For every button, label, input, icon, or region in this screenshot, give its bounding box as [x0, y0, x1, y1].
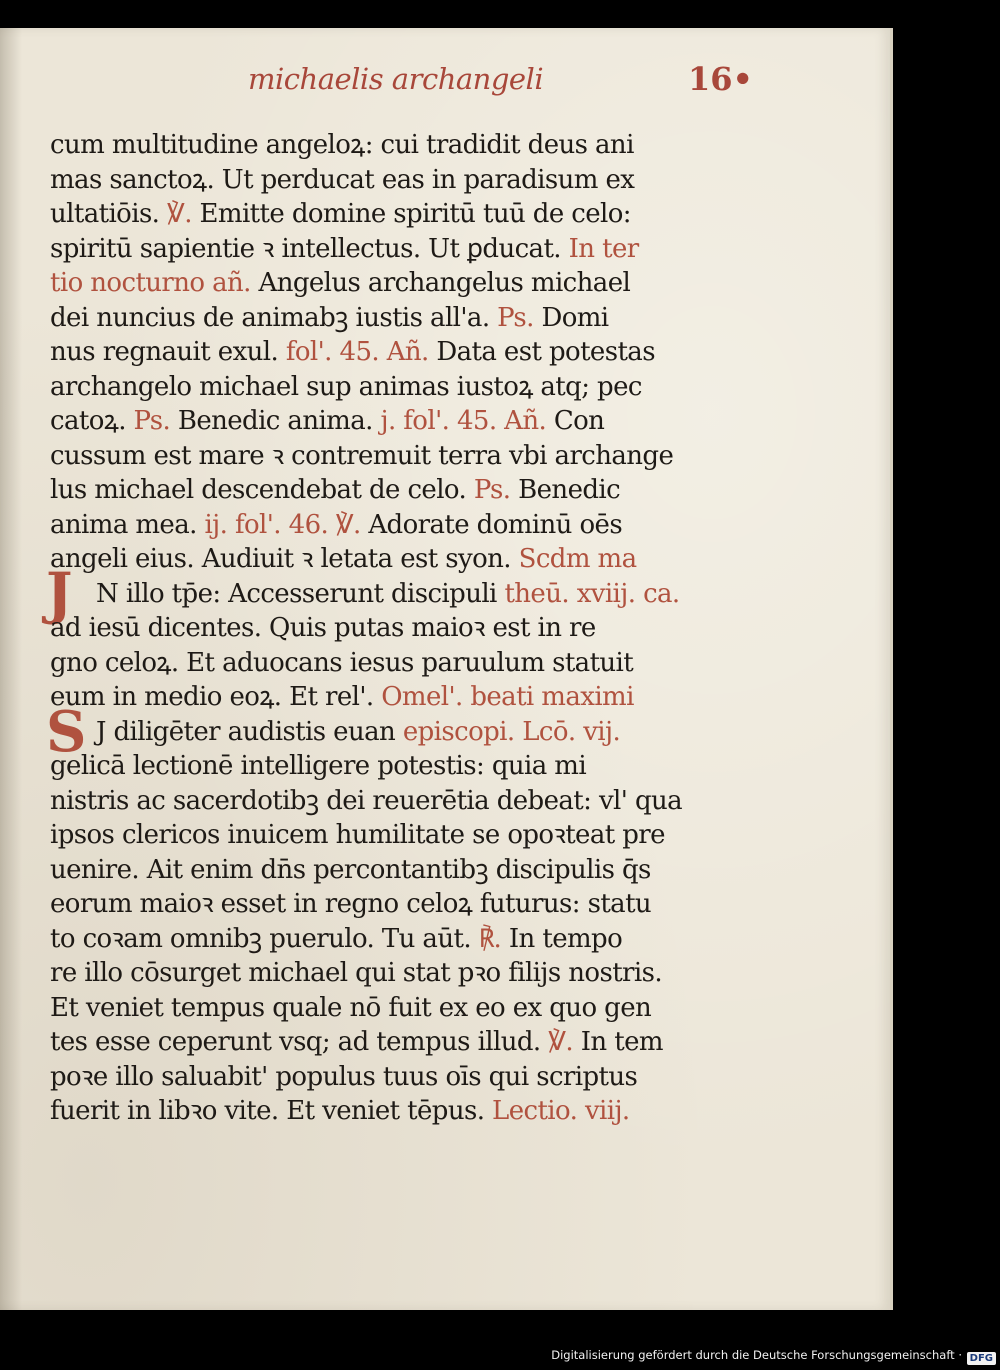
rubric-text: ij. fol'. 46. ℣. — [204, 509, 369, 540]
text-line — [50, 818, 775, 853]
body-text: J diligēter audistis euan — [96, 716, 403, 747]
decorated-initial: S — [46, 698, 86, 765]
text-line — [50, 991, 775, 1026]
body-text: ultatiōis. — [50, 199, 168, 229]
text-line — [50, 197, 775, 232]
body-text: Adorate dominū oēs — [368, 509, 623, 540]
body-text: Con — [553, 406, 605, 436]
body-text: Et veniet tempus quale nō fuit ex eo ex quo gen — [50, 992, 652, 1023]
text-line — [50, 163, 775, 198]
text-line — [50, 301, 775, 336]
text-line — [50, 335, 775, 370]
text-line — [50, 1060, 775, 1095]
rubric-text: Omel'. beati maximi — [381, 682, 634, 712]
body-text: poꝛe illo saluabit' populus tuus oīs qui scriptus — [50, 1061, 638, 1092]
body-text: cussum est mare ꝛ contremuit terra vbi archange — [50, 440, 674, 471]
rubric-text: Ps. — [497, 302, 542, 333]
text-line — [50, 232, 775, 267]
body-text: nus regnauit exul. — [50, 337, 286, 367]
body-text: to coꝛam omnibꝫ puerulo. Tu aūt. — [50, 923, 479, 954]
body-text: eum in medio eoꝝ. Et rel'. — [50, 682, 382, 712]
body-text: Data est potestas — [436, 337, 655, 367]
folio-number: 16• — [688, 60, 753, 98]
text-line — [46, 698, 775, 765]
rubric-text: theū. xviij. ca. — [504, 578, 680, 609]
text-line — [50, 473, 775, 508]
book-page — [0, 28, 893, 1310]
body-text: In tempo — [508, 923, 623, 954]
text-line — [50, 508, 775, 543]
text-line — [50, 853, 775, 888]
rubric-text: Ps. — [473, 475, 519, 505]
body-text: tes esse ceperunt vsq; ad tempus illud. — [50, 1027, 549, 1057]
body-text: cum multitudine angeloꝝ: cui tradidit deus ani — [50, 130, 634, 160]
text-line — [50, 128, 775, 163]
text-line — [50, 404, 775, 439]
body-text: Angelus archangelus michael — [258, 268, 631, 298]
rubric-text: Ps. — [133, 406, 178, 436]
text-line — [50, 370, 775, 405]
body-text: gelicā lectionē intelligere potestis: quia mi — [50, 751, 587, 781]
text-line — [50, 266, 775, 301]
rubric-text: tio nocturno añ. — [50, 268, 259, 298]
body-text: Emitte domine spiritū tuū de celo: — [199, 199, 631, 229]
rubric-text: j. fol'. 45. Añ. — [380, 406, 554, 436]
text-line — [50, 680, 775, 715]
text-line — [50, 439, 775, 474]
rubric-text: ℟. — [478, 923, 509, 954]
text-line — [50, 542, 775, 577]
rubric-text: ℣. — [167, 199, 200, 229]
body-text: re illo cōsurget michael qui stat pꝛo filijs nostris. — [50, 958, 663, 988]
rubric-text: episcopi. Lcō. vij. — [402, 716, 621, 747]
body-text: nistris ac sacerdotibꝫ dei reuerētia debeat: vl' qua — [50, 785, 683, 816]
body-text: Benedic anima. — [177, 406, 381, 436]
body-text: eorum maioꝛ esset in regno celoꝝ futurus: statu — [50, 889, 652, 919]
body-text: uenire. Ait enim dn̄s percontantibꝫ discipulis q̄s — [50, 854, 651, 885]
rubric-text: Lectio. viij. — [492, 1096, 630, 1126]
rubric-text: Scdm ma — [518, 544, 637, 574]
body-text: mas sanctoꝝ. Ut perducat eas in paradisum ex — [50, 164, 635, 195]
rubric-text: ℣. — [548, 1027, 581, 1057]
body-text: In tem — [580, 1027, 663, 1057]
text-line — [50, 1094, 775, 1129]
body-text: fuerit in libꝛo vite. Et veniet tēpus. — [50, 1096, 493, 1126]
text-line — [50, 646, 775, 681]
body-text: dei nuncius de animabꝫ iustis all'a. — [50, 302, 498, 333]
body-text: catoꝝ. — [50, 406, 134, 436]
body-text: ad iesū dicentes. Quis putas maioꝛ est in re — [50, 613, 596, 643]
body-text: Benedic — [518, 475, 621, 505]
main-text-block — [46, 128, 775, 1129]
body-text: lus michael descendebat de celo. — [50, 475, 474, 505]
body-text: gno celoꝝ. Et aduocans iesus paruulum statuit — [50, 647, 634, 678]
body-text: ipsos clericos inuicem humilitate se opoꝛteat pre — [50, 820, 665, 850]
text-line — [50, 956, 775, 991]
body-text: archangelo michael sup animas iustoꝝ atq; pec — [50, 371, 642, 402]
text-line — [50, 784, 775, 819]
text-line — [50, 922, 775, 957]
digitization-credit: Digitalisierung gefördert durch die Deutsche Forschungsgemeinschaft · — [551, 1348, 962, 1362]
dfg-logo: DFG — [967, 1352, 996, 1365]
text-line — [50, 887, 775, 922]
rubric-text: fol'. 45. Añ. — [285, 337, 437, 367]
rubric-text: In ter — [568, 233, 639, 264]
page-header — [0, 58, 890, 118]
text-line — [50, 611, 775, 646]
body-text: Domi — [541, 302, 609, 333]
text-line — [50, 749, 775, 784]
body-text: angeli eius. Audiuit ꝛ letata est syon. — [50, 544, 519, 574]
body-text: N illo tp̄e: Accesserunt discipuli — [96, 578, 505, 609]
text-line — [50, 1025, 775, 1060]
running-title: michaelis archangeli — [248, 62, 544, 96]
body-text: spiritū sapientie ꝛ intellectus. Ut ꝑducat. — [50, 233, 569, 264]
decorated-initial: J — [46, 560, 72, 627]
text-line — [46, 560, 775, 627]
body-text: anima mea. — [50, 509, 205, 540]
page-gutter-shadow — [0, 28, 22, 1310]
